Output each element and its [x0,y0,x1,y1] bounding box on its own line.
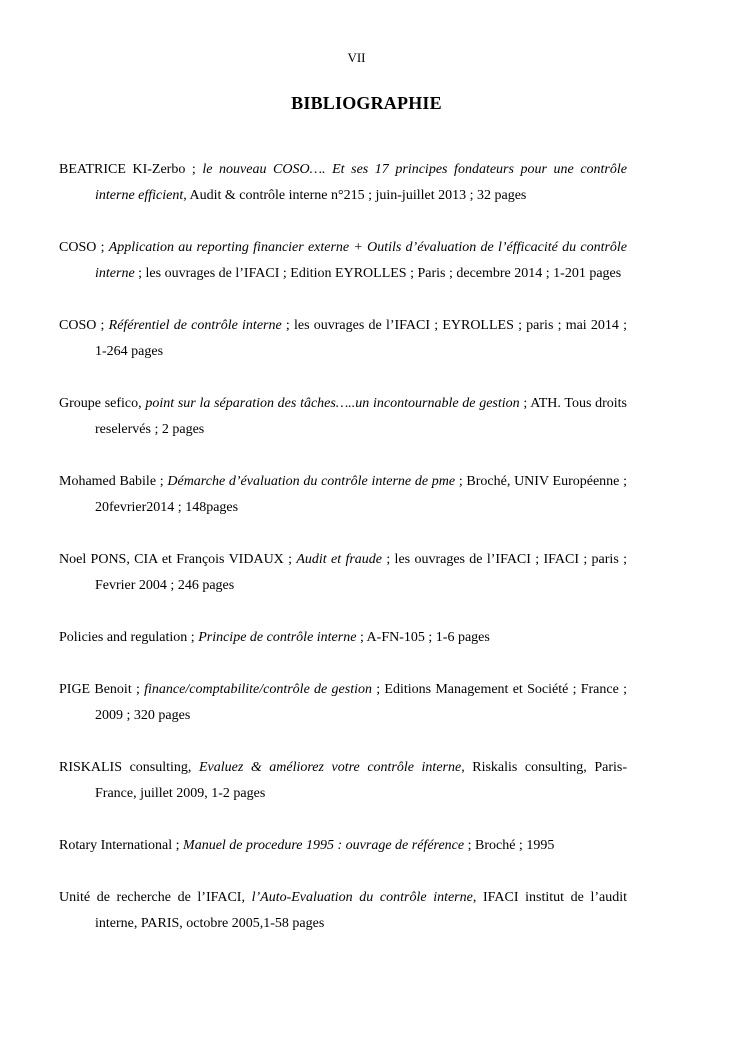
bibliography-entry [59,235,627,287]
entry-author: RISKALIS consulting, [59,760,199,775]
entry-title: Démarche d’évaluation du contrôle interne de pme [167,474,456,489]
entry-author: COSO ; [59,318,109,333]
entry-details: ; Editions Management et Société ; France ; 2009 ; 320 pages [95,682,627,723]
entry-details: ; ATH. Tous droits reselervés ; 2 pages [95,396,628,437]
bibliography-entry [59,469,627,521]
entry-author: Noel PONS, CIA et François VIDAUX ; [59,552,297,567]
bibliography-entry [59,885,627,937]
entry-title: finance/comptabilite/contrôle de gestion [144,682,372,697]
entry-title: Application au reporting financier externe + Outils d’évaluation de l’éfficacité du contrôle interne [95,240,628,281]
page-number: VII [347,50,366,65]
bibliography-entry [59,391,627,443]
entry-author: Groupe sefico, [59,396,146,411]
entry-details: , Riskalis consulting, Paris-France, juillet 2009, 1-2 pages [95,760,627,801]
entry-details: ; les ouvrages de l’IFACI ; Edition EYROLLES ; Paris ; decembre 2014 ; 1-201 pages [134,266,622,281]
entry-author: PIGE Benoit ; [59,682,145,697]
entry-title: Manuel de procedure 1995 : ouvrage de référence [183,838,465,853]
entry-author: COSO ; [59,240,109,255]
entry-title: Evaluez & améliorez votre contrôle interne [198,760,462,775]
bibliography-entry [59,157,627,209]
entry-title: Audit et fraude [296,552,382,567]
entry-title: le nouveau COSO…. Et ses 17 principes fondateurs pour une contrôle interne efficient [95,162,627,203]
entry-details: ; Broché, UNIV Européenne ; 20fevrier2014 ; 148pages [95,474,627,515]
bibliography-entry [59,625,627,651]
bibliography-entry [59,547,627,599]
bibliography-entry [59,833,627,859]
entry-details: ; A-FN-105 ; 1-6 pages [356,630,490,645]
entry-details: , Audit & contrôle interne n°215 ; juin-juillet 2013 ; 32 pages [183,188,527,203]
page-title: BIBLIOGRAPHIE [291,93,442,113]
bibliography-list [59,157,627,963]
bibliography-entry [59,313,627,365]
entry-title: Référentiel de contrôle interne [108,318,282,333]
entry-author: Rotary International ; [59,838,184,853]
entry-details: ; les ouvrages de l’IFACI ; EYROLLES ; paris ; mai 2014 ; 1-264 pages [95,318,627,359]
entry-title: Principe de contrôle interne [198,630,357,645]
entry-author: Unité de recherche de l’IFACI, [59,890,252,905]
bibliography-entry [59,755,627,807]
bibliography-entry [59,677,627,729]
entry-details: ; les ouvrages de l’IFACI ; IFACI ; paris ; Fevrier 2004 ; 246 pages [95,552,627,593]
entry-details: ; Broché ; 1995 [464,838,555,853]
entry-title: point sur la séparation des tâches…..un incontournable de gestion [145,396,520,411]
entry-author: Mohamed Babile ; [59,474,168,489]
entry-details: , IFACI institut de l’audit interne, PARIS, octobre 2005,1-58 pages [95,890,628,931]
entry-title: l’Auto-Evaluation du contrôle interne [251,890,473,905]
entry-author: Policies and regulation ; [59,630,199,645]
entry-author: BEATRICE KI-Zerbo ; [59,162,203,177]
